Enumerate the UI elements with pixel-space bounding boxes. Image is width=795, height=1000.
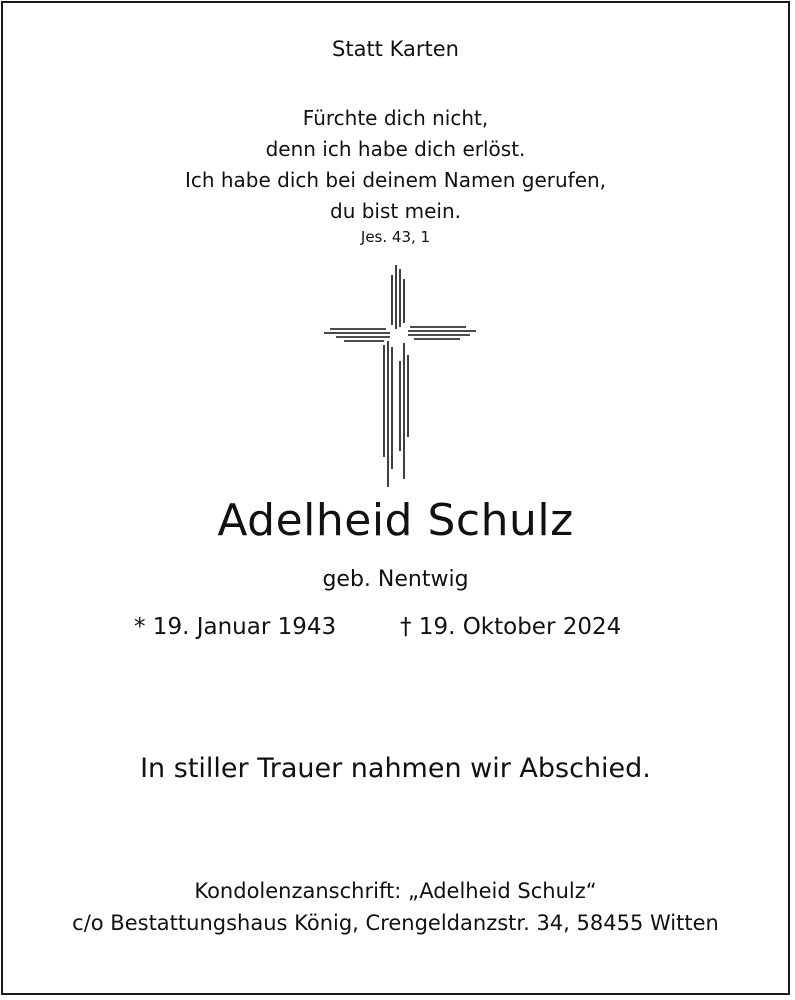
verse-line: du bist mein. [330, 199, 461, 223]
deceased-name: Adelheid Schulz [217, 495, 574, 546]
maiden-name: geb. Nentwig [322, 567, 469, 592]
verse-line: Fürchte dich nicht, [302, 106, 489, 130]
verse-line: denn ich habe dich erlöst. [265, 137, 526, 161]
notice-heading: Statt Karten [332, 37, 459, 61]
bible-verse [3, 103, 788, 227]
condolence-address-line1: Kondolenzanschrift: „Adelheid Schulz“ [194, 879, 597, 903]
verse-line: Ich habe dich bei deinem Namen gerufen, [184, 168, 607, 192]
verse-source: Jes. 43, 1 [360, 228, 431, 246]
cross-icon [324, 265, 476, 487]
birth-date: * 19. Januar 1943 [134, 614, 337, 640]
condolence-address-line2: c/o Bestattungshaus König, Crengeldanzstr. 34, 58455 Witten [72, 911, 719, 935]
obituary-notice [1, 1, 790, 995]
closing-statement: In stiller Trauer nahmen wir Abschied. [140, 753, 651, 784]
death-date: † 19. Oktober 2024 [400, 614, 622, 640]
